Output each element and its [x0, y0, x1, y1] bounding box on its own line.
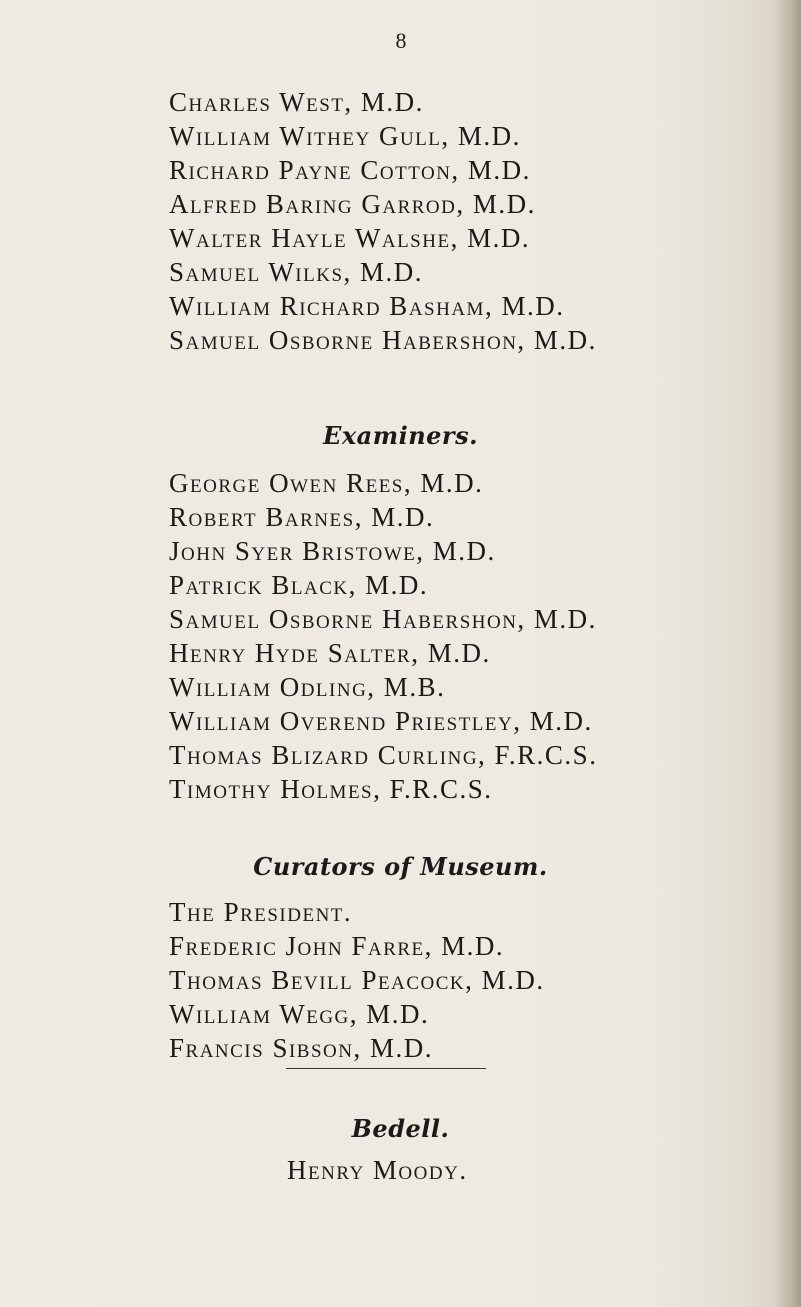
examiners-heading: Examiners. [323, 421, 478, 450]
council-member: Charles West, M.D. [169, 87, 424, 117]
examiner-name: William Odling, M.B. [169, 672, 446, 702]
examiner-name: Thomas Blizard Curling, F.R.C.S. [169, 740, 598, 770]
curator-name: The President. [169, 897, 353, 927]
section-divider [286, 1068, 486, 1069]
examiner-name: Henry Hyde Salter, M.D. [169, 638, 491, 668]
curators-heading: Curators of Museum. [253, 852, 548, 881]
council-member: Samuel Osborne Habershon, M.D. [169, 325, 597, 355]
examiner-name: John Syer Bristowe, M.D. [169, 536, 496, 566]
council-member: Samuel Wilks, M.D. [169, 257, 424, 287]
examiner-name: Samuel Osborne Habershon, M.D. [169, 604, 597, 634]
examiner-name: Robert Barnes, M.D. [169, 502, 435, 532]
bedell-heading: Bedell. [351, 1114, 450, 1143]
council-member: Walter Hayle Walshe, M.D. [169, 223, 531, 253]
bedell-name: Henry Moody. [287, 1155, 468, 1185]
curator-name: Frederic John Farre, M.D. [169, 931, 505, 961]
examiner-name: Timothy Holmes, F.R.C.S. [169, 774, 493, 804]
examiner-name: George Owen Rees, M.D. [169, 468, 484, 498]
page-number: 8 [395, 28, 407, 53]
curator-name: Thomas Bevill Peacock, M.D. [169, 965, 545, 995]
curator-name: Francis Sibson, M.D. [169, 1033, 433, 1063]
council-member: William Richard Basham, M.D. [169, 291, 565, 321]
council-member: Richard Payne Cotton, M.D. [169, 155, 531, 185]
curator-name: William Wegg, M.D. [169, 999, 430, 1029]
examiner-name: William Overend Priestley, M.D. [169, 706, 593, 736]
examiner-name: Patrick Black, M.D. [169, 570, 429, 600]
council-member: Alfred Baring Garrod, M.D. [169, 189, 536, 219]
page-spine-shadow [773, 0, 801, 1307]
council-member: William Withey Gull, M.D. [169, 121, 521, 151]
